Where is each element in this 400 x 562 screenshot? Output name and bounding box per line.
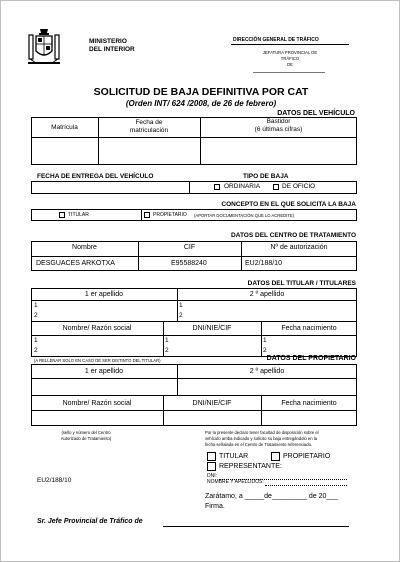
- declaracion-l1: Por la presente declaro tener facultad de disposición sobre el: [205, 430, 319, 435]
- propietario-note: (A RELLENAR SOLO EN CASO DE SER DISTINTO DEL TITULAR): [34, 358, 161, 363]
- centro-cif-value: E95588240: [171, 260, 207, 267]
- matricula-field[interactable]: [32, 138, 97, 164]
- jefe-provincial-label: Sr. Jefe Provincial de Tráfico de: [37, 518, 143, 525]
- titular-row1-num-b: 1: [179, 302, 183, 309]
- declaracion-l2: vehículo arriba indicado y solicito su baja entregándolo en la: [205, 436, 317, 441]
- de-oficio-label: DE OFICIO: [282, 183, 316, 190]
- titular-dni-header: DNI/NIE/CIF: [192, 325, 232, 332]
- dgt-title: DIRECCIÓN GENERAL DE TRÁFICO: [233, 37, 319, 43]
- titular-heading: DATOS DEL TITULAR / TITULARES: [247, 280, 356, 287]
- propietario-heading: DATOS DEL PROPIETARIO: [266, 355, 356, 362]
- firma-titular-checkbox[interactable]: [207, 452, 216, 461]
- firma-propietario-label: PROPIETARIO: [283, 453, 331, 460]
- representante-nombre-label: NOMBRE Y APELLIDOS:: [207, 479, 264, 485]
- titular-row1-num: 1: [34, 302, 38, 309]
- titular-row1-num-e: 1: [263, 337, 267, 344]
- firma-representante-checkbox[interactable]: [207, 462, 216, 471]
- titular-apellido2-header: 2 º apellido: [249, 291, 285, 298]
- titular-row2-num-b: 2: [179, 312, 183, 319]
- propietario-apellido1-field[interactable]: [32, 379, 176, 394]
- titular-nombre-header: Nombre/ Razón social: [62, 325, 132, 332]
- tipo-baja-label: TIPO DE BAJA: [243, 173, 289, 180]
- col-autorizacion: Nº de autorización: [270, 244, 328, 251]
- centro-heading: DATOS DEL CENTRO DE TRATAMIENTO: [231, 232, 356, 239]
- sello-caption-l1: (sello y número del Centro: [61, 430, 111, 435]
- propietario-fecha-field[interactable]: [262, 411, 356, 425]
- col-bastidor-l1: Bastidor: [266, 118, 291, 125]
- concepto-titular-label: TITULAR: [68, 212, 89, 218]
- sello-number: EU2/188/10: [37, 477, 72, 484]
- de-oficio-checkbox[interactable]: [273, 184, 279, 190]
- titular-row1-num-c: 1: [34, 337, 38, 344]
- titular-row2-num-c: 2: [34, 347, 38, 354]
- concepto-propietario-checkbox[interactable]: [144, 212, 150, 218]
- lugar-fecha: Zarátamo, a _____de_________ de 20___: [205, 493, 339, 500]
- ministry-name-line1: MINISTERIO: [89, 38, 127, 45]
- bastidor-field[interactable]: [201, 138, 356, 164]
- representante-nombre-line[interactable]: [265, 485, 347, 486]
- propietario-nombre-field[interactable]: [32, 411, 162, 425]
- centro-nombre-value: DESGUACES ARKOTXA: [36, 260, 115, 267]
- concepto-heading: CONCEPTO EN EL QUE SOLICITA LA BAJA: [221, 201, 356, 208]
- titular-row2-num-e: 2: [263, 347, 267, 354]
- jefe-provincial-line[interactable]: [163, 526, 349, 527]
- col-bastidor-l2: (6 últimas cifras): [254, 126, 303, 133]
- jefatura-line1: JEFATURA PROVINCIAL DE: [262, 50, 318, 55]
- firma-representante-label: REPRESENTANTE:: [219, 463, 282, 470]
- ministry-name-line2: DEL INTERIOR: [89, 46, 135, 53]
- col-fecha-l1: Fecha de: [135, 119, 163, 126]
- fecha-matriculacion-field[interactable]: [99, 138, 199, 164]
- coat-of-arms-icon: [27, 25, 61, 65]
- centro-autorizacion-value: EU2/188/10: [245, 260, 282, 267]
- col-matricula: Matrícula: [51, 124, 78, 131]
- propietario-dni-header: DNI/NIE/CIF: [192, 400, 232, 407]
- sello-caption-l2: Autorizado de Tratamiento): [60, 436, 112, 441]
- concepto-titular-checkbox[interactable]: [59, 212, 65, 218]
- form-title: SOLICITUD DE BAJA DEFINITIVA POR CAT: [93, 86, 309, 98]
- titular-fecha-nac-header: Fecha nacimiento: [281, 325, 337, 332]
- declaracion-l3: fecha señalada en el Centro de Tratamiento referenciado.: [205, 442, 313, 447]
- jefatura-line2: TRÁFICO: [280, 56, 300, 61]
- titular-row1-num-d: 1: [165, 337, 169, 344]
- fecha-entrega-field[interactable]: [32, 182, 188, 193]
- col-cif: CIF: [183, 244, 196, 251]
- propietario-apellido1-header: 1 er apellido: [84, 368, 124, 375]
- titular-apellido1-header: 1 er apellido: [84, 291, 124, 298]
- titular-row2-num-d: 2: [165, 347, 169, 354]
- fecha-entrega-label: FECHA DE ENTREGA DEL VEHÍCULO: [37, 173, 154, 180]
- ordinaria-checkbox[interactable]: [214, 184, 220, 190]
- propietario-apellido2-field[interactable]: [178, 379, 356, 394]
- vehiculo-heading: DATOS DEL VEHÍCULO: [277, 110, 355, 117]
- firma-label: Firma.: [205, 503, 225, 510]
- propietario-apellido2-header: 2 º apellido: [249, 368, 285, 375]
- propietario-fecha-nac-header: Fecha nacimiento: [281, 400, 337, 407]
- propietario-dni-field[interactable]: [164, 411, 260, 425]
- ordinaria-label: ORDINARIA: [224, 183, 261, 190]
- representante-dni-label: DNI:: [207, 473, 217, 479]
- col-nombre: Nombre: [72, 244, 97, 251]
- jefatura-line3: DE: [287, 62, 293, 67]
- firma-titular-label: TITULAR: [219, 453, 249, 460]
- form-subtitle: (Orden INT/ 624 /2008, de 26 de febrero): [125, 99, 277, 108]
- col-fecha-l2: matriculación: [129, 127, 169, 134]
- propietario-nombre-header: Nombre/ Razón social: [62, 400, 132, 407]
- titular-table: [31, 288, 357, 357]
- firma-propietario-checkbox[interactable]: [271, 452, 280, 461]
- titular-row2-num: 2: [34, 312, 38, 319]
- concepto-propietario-note: (APORTAR DOCUMENTACIÓN QUE LO ACREDITE): [194, 213, 295, 218]
- concepto-propietario-label: PROPIETARIO: [153, 212, 187, 218]
